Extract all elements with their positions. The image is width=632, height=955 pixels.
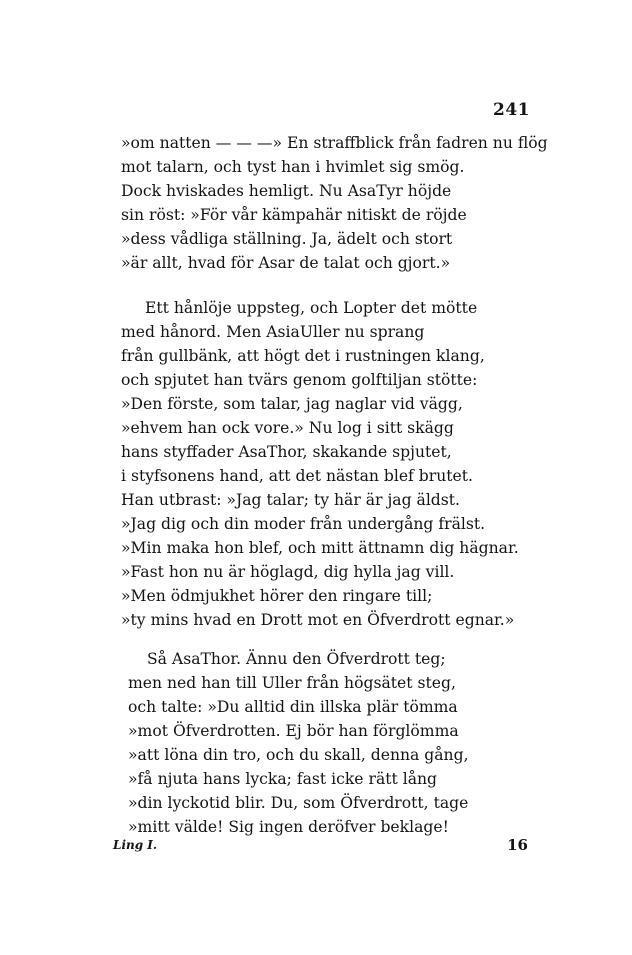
poem-line: »Men ödmjukhet hörer den ringare till;	[121, 587, 433, 605]
poem-line: »mitt välde! Sig ingen deröfver beklage!	[128, 818, 449, 836]
poem-line: från gullbänk, att högt det i rustningen klang,	[121, 347, 485, 365]
poem-line: med hånord. Men AsiaUller nu sprang	[121, 323, 425, 341]
poem-line: och talte: »Du alltid din illska plär tömma	[128, 698, 458, 716]
poem-line: »att löna din tro, och du skall, denna gång,	[128, 746, 469, 764]
poem-line: »din lyckotid blir. Du, som Öfverdrott, tage	[128, 794, 469, 812]
poem-line: »dess vådliga ställning. Ja, ädelt och stort	[121, 230, 453, 248]
poem-line: »om natten — — —» En straffblick från fadren nu flög	[121, 134, 548, 152]
signature-mark: Ling I.	[113, 838, 158, 852]
poem-line: »Min maka hon blef, och mitt ättnamn dig hägnar.	[121, 539, 519, 557]
poem-line: »ty mins hvad en Drott mot en Öfverdrott egnar.»	[121, 611, 515, 629]
poem-line: »Jag dig och din moder från undergång frälst.	[121, 515, 486, 533]
poem-line: mot talarn, och tyst han i hvimlet sig smög.	[121, 158, 465, 176]
poem-line: »mot Öfverdrotten. Ej bör han förglömma	[128, 722, 459, 740]
poem-line: men ned han till Uller från högsätet steg,	[128, 674, 456, 692]
poem-line: »Fast hon nu är höglagd, dig hylla jag vill.	[121, 563, 455, 581]
poem-line: »är allt, hvad för Asar de talat och gjort.»	[121, 254, 451, 272]
poem-line: »få njuta hans lycka; fast icke rätt lång	[128, 770, 438, 788]
poem-line: Han utbrast: »Jag talar; ty här är jag äldst.	[121, 491, 461, 509]
poem-line: och spjutet han tvärs genom golftiljan stötte:	[121, 371, 478, 389]
page-number: 241	[493, 100, 530, 120]
poem-line: Så AsaThor. Ännu den Öfverdrott teg;	[147, 650, 446, 668]
poem-line: Ett hånlöje uppsteg, och Lopter det mötte	[145, 299, 478, 317]
poem-line: »ehvem han ock vore.» Nu log i sitt skägg	[121, 419, 454, 437]
poem-line: sin röst: »För vår kämpahär nitiskt de röjde	[121, 206, 467, 224]
poem-line: hans styffader AsaThor, skakande spjutet,	[121, 443, 452, 461]
poem-line: i styfsonens hand, att det nästan blef brutet.	[121, 467, 473, 485]
poem-line: Dock hviskades hemligt. Nu AsaTyr höjde	[121, 182, 452, 200]
poem-line: »Den förste, som talar, jag naglar vid vägg,	[121, 395, 463, 413]
sheet-number: 16	[507, 836, 528, 854]
